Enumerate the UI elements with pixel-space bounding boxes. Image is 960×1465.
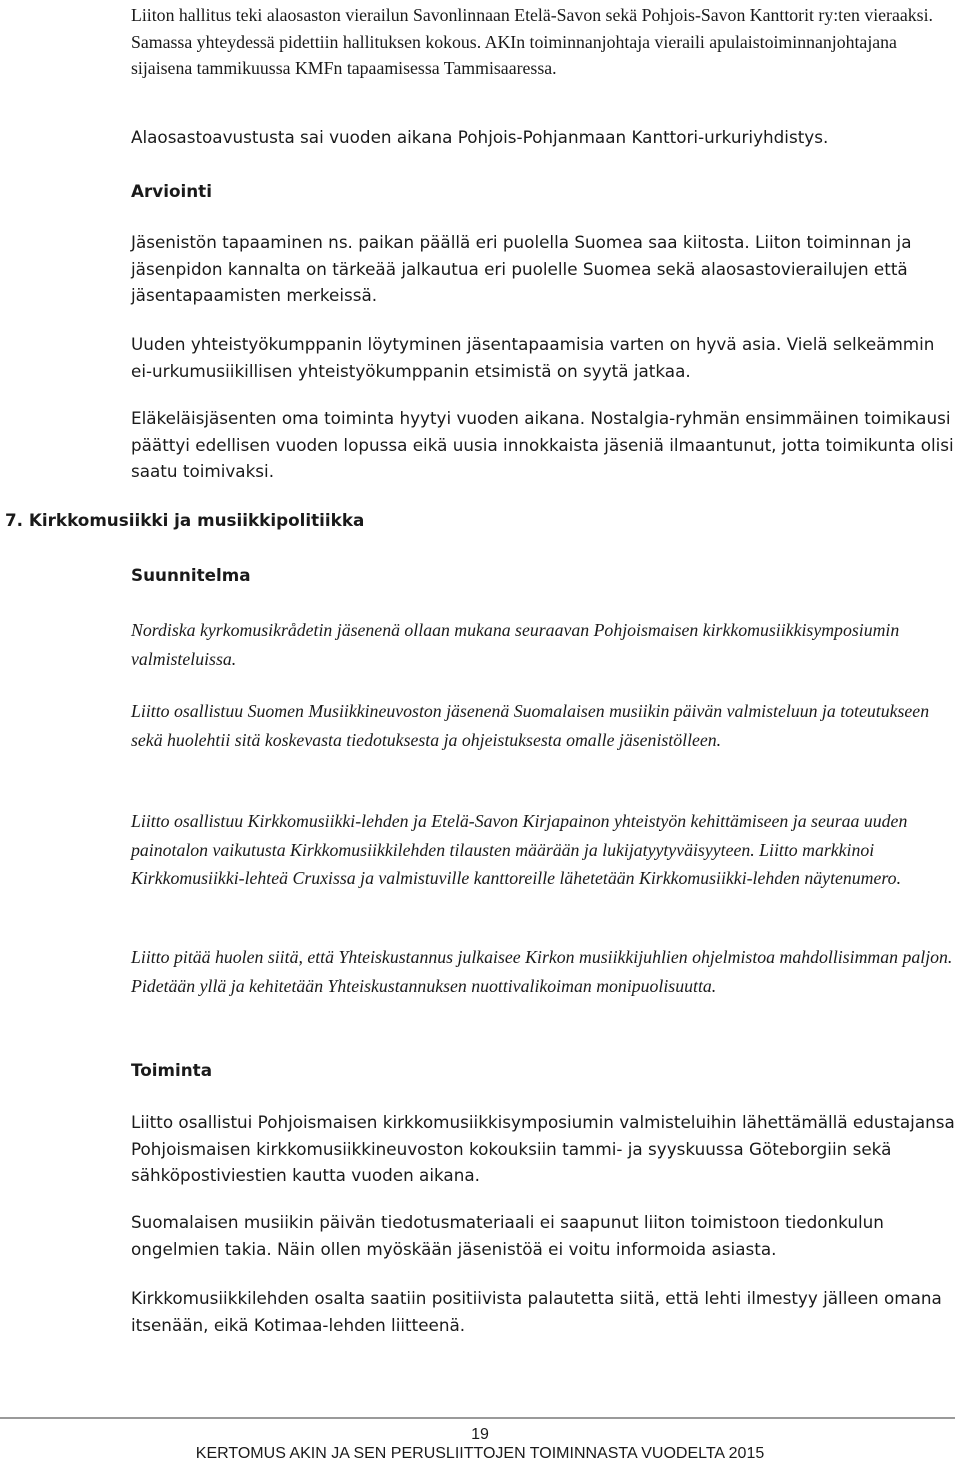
- paragraph-yhteistyokumppani: Uuden yhteistyökumppanin löytyminen jäsentapaamisia varten on hyvä asia. Vielä selkeämmin ei-urkumusiikillisen yhteistyökumppanin etsimistä on syytä jatkaa.: [131, 334, 935, 381]
- heading-arviointi: Arviointi: [131, 181, 212, 201]
- paragraph-elakelaisjasenet: Eläkeläisjäsenten oma toiminta hyytyi vuoden aikana. Nostalgia-ryhmän ensimmäinen toimikausi päättyi edellisen vuoden lopussa eikä uusia innokkaista jäseniä ilmaantunut, jotta toimikunta olisi saatu toimivaksi.: [131, 408, 954, 481]
- paragraph-hallitus-vierailu: Liiton hallitus teki alaosaston vierailun Savonlinnaan Etelä-Savon sekä Pohjois-Savon Kanttorit ry:ten vieraaksi. Samassa yhteydessä pidettiin hallituksen kokous. AKIn toiminnanjohtaja vieraili apulaistoiminnanjohtajana sijaisena tammikuussa KMFn tapaamisessa Tammisaaressa.: [131, 5, 933, 78]
- paragraph-alaosastoavustus: Alaosastoavustusta sai vuoden aikana Pohjois-Pohjanmaan Kanttori-urkuriyhdistys.: [131, 127, 829, 147]
- paragraph-yhteiskustannus: Liitto pitää huolen siitä, että Yhteiskustannus julkaisee Kirkon musiikkijuhlien ohjelmistoa mahdollisimman paljon. Pidetään yllä ja kehitetään Yhteiskustannuksen nuottivalikoiman monipuolisuutta.: [131, 947, 953, 996]
- paragraph-jasenisto-tapaaminen: Jäsenistön tapaaminen ns. paikan päällä eri puolella Suomea saa kiitosta. Liiton toiminnan ja jäsenpidon kannalta on tärkeää jalkautua eri puolelle Suomea sekä alaosastovierailujen että jäsentapaamisten merkeissä.: [131, 232, 912, 305]
- paragraph-palaute: Kirkkomusiikkilehden osalta saatiin positiivista palautetta siitä, että lehti ilmestyy jälleen omana itsenään, eikä Kotimaa-lehden liitteenä.: [131, 1288, 942, 1335]
- paragraph-symposium: Liitto osallistui Pohjoismaisen kirkkomusiikkisymposiumin valmisteluihin lähettämällä edustajansa Pohjoismaisen kirkkomusiikkineuvoston kokouksiin tammi- ja syyskuussa Göteborgiin sekä sähköpostiviestien kautta vuoden aikana.: [131, 1112, 955, 1185]
- paragraph-nordiska: Nordiska kyrkomusikrådetin jäsenenä ollaan mukana seuraavan Pohjoismaisen kirkkomusiikkisymposiumin valmisteluissa.: [131, 620, 900, 669]
- section-title-kirkkomusiikki: 7. Kirkkomusiikki ja musiikkipolitiikka: [5, 510, 365, 530]
- paragraph-kirkkomusiikki-lehti: Liitto osallistuu Kirkkomusiikki-lehden ja Etelä-Savon Kirjapainon yhteistyön kehittämiseen ja seuraa uuden painotalon vaikutusta Kirkkomusiikkilehden tilausten määrään ja lukijatyytyväisyyteen. Liitto markkinoi Kirkkomusiikki-lehteä Cruxissa ja valmistuville kanttoreille lähetetään Kirkkomusiikki-lehden näytenumero.: [131, 811, 908, 888]
- paragraph-musiikkineuvosto: Liitto osallistuu Suomen Musiikkineuvoston jäsenenä Suomalaisen musiikin päivän valmisteluun ja toteutukseen sekä huolehtii sitä koskevasta tiedotuksesta ja ohjeistuksesta omalle jäsenistölleen.: [131, 701, 930, 750]
- page-number: 19: [471, 1426, 489, 1443]
- heading-suunnitelma: Suunnitelma: [131, 565, 251, 585]
- paragraph-tiedotusmateriaali: Suomalaisen musiikin päivän tiedotusmateriaali ei saapunut liiton toimistoon tiedonkulun ongelmien takia. Näin ollen myöskään jäsenistöä ei voitu informoida asiasta.: [131, 1212, 884, 1259]
- footer-title: KERTOMUS AKIN JA SEN PERUSLIITTOJEN TOIMINNASTA VUODELTA 2015: [195, 1445, 765, 1462]
- heading-toiminta: Toiminta: [131, 1060, 213, 1080]
- footer-divider: [0, 1417, 955, 1419]
